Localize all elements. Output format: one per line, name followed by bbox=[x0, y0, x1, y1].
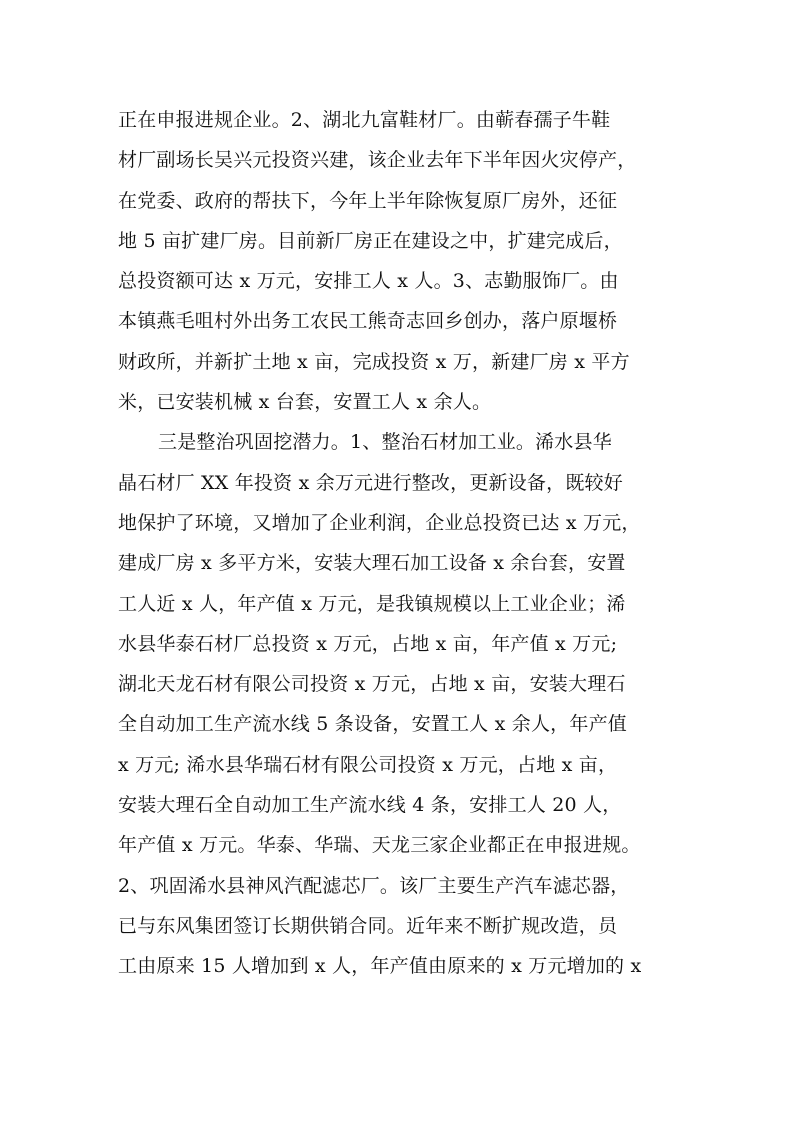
text-line: 已与东风集团签订长期供销合同。近年来不断扩规改造，员 bbox=[118, 914, 618, 937]
text-line: 米，已安装机械 x 台套，安置工人 x 余人。 bbox=[118, 391, 492, 414]
text-line: 安装大理石全自动加工生产流水线 4 条，安排工人 20 人， bbox=[118, 794, 622, 817]
text-line: 材厂副场长吴兴元投资兴建，该企业去年下半年因火灾停产， bbox=[118, 149, 637, 172]
text-line: 年产值 x 万元。华泰、华瑞、天龙三家企业都正在申报进规。 bbox=[118, 834, 641, 857]
text-line: 总投资额可达 x 万元，安排工人 x 人。3、志勤服饰厂。由 bbox=[118, 270, 619, 293]
text-line: 全自动加工生产流水线 5 条设备，安置工人 x 余人，年产值 bbox=[118, 713, 627, 736]
text-line: 水县华泰石材厂总投资 x 万元，占地 x 亩，年产值 x 万元; bbox=[118, 632, 618, 655]
text-line: 湖北天龙石材有限公司投资 x 万元，占地 x 亩，安装大理石 bbox=[118, 673, 626, 696]
text-line: x 万元; 浠水县华瑞石材有限公司投资 x 万元，占地 x 亩， bbox=[118, 753, 618, 776]
text-line: 工人近 x 人，年产值 x 万元，是我镇规模以上工业企业；浠 bbox=[118, 592, 626, 615]
text-line: 工由原来 15 人增加到 x 人，年产值由原来的 x 万元增加的 x bbox=[118, 955, 642, 978]
text-line: 正在申报进规企业。2、湖北九富鞋材厂。由蕲春孺子牛鞋 bbox=[118, 109, 611, 131]
text-line: 在党委、政府的帮扶下，今年上半年除恢复原厂房外，还征 bbox=[118, 189, 618, 212]
text-line: 地保护了环境，又增加了企业利润，企业总投资已达 x 万元， bbox=[118, 511, 641, 534]
paragraph-start-line: 三是整治巩固挖潜力。1、整治石材加工业。浠水县华 bbox=[158, 431, 612, 454]
text-line: 2、巩固浠水县神风汽配滤芯厂。该厂主要生产汽车滤芯器， bbox=[118, 874, 630, 897]
text-line: 地 5 亩扩建厂房。目前新厂房正在建设之中，扩建完成后， bbox=[118, 229, 623, 252]
text-line: 财政所，并新扩土地 x 亩，完成投资 x 万，新建厂房 x 平方 bbox=[118, 350, 630, 373]
text-line: 建成厂房 x 多平方米，安装大理石加工设备 x 余台套，安置 bbox=[118, 552, 626, 575]
text-line: 晶石材厂 XX 年投资 x 余万元进行整改，更新设备，既较好 bbox=[118, 471, 623, 494]
text-line: 本镇燕毛咀村外出务工农民工熊奇志回乡创办，落户原堰桥 bbox=[118, 310, 618, 333]
body-text bbox=[118, 100, 683, 987]
